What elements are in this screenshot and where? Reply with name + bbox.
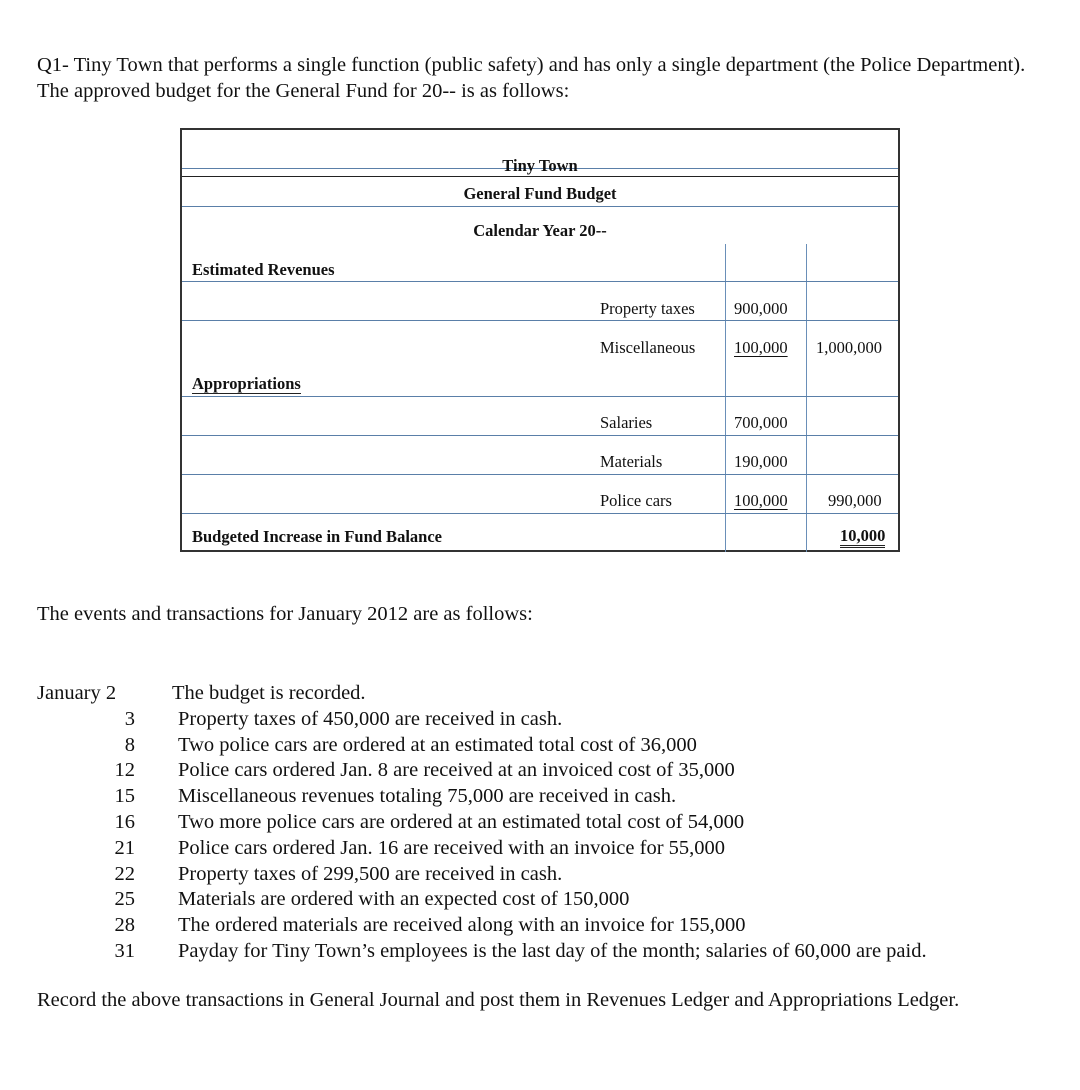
appropriation-amount: 700,000 [734,413,788,432]
budget-period: Calendar Year 20-- [473,221,607,240]
event-text: Two more police cars are ordered at an estimated total cost of 54,000 [178,810,745,833]
revenue-row [182,321,898,359]
event-text: The budget is recorded. [172,682,366,704]
budget-subtitle-row [182,168,898,207]
fund-balance-amount: 10,000 [840,527,885,548]
event-text: Property taxes of 450,000 are received in cash. [178,707,563,730]
list-item [37,681,1047,707]
event-text: The ordered materials are received along with an invoice for 155,000 [178,914,746,937]
budget-title: Tiny Town [182,156,898,177]
revenue-label: Property taxes [600,299,695,318]
revenue-amount: 900,000 [734,299,788,318]
revenue-row [182,282,898,321]
event-date: 3 [124,707,135,730]
list-item [37,939,1047,965]
event-date: 31 [114,939,135,962]
list-item [37,836,1047,862]
event-text: Property taxes of 299,500 are received in cash. [178,862,563,885]
fund-balance-row [182,513,898,551]
list-item [37,810,1047,836]
event-text: Police cars ordered Jan. 16 are received with an invoice for 55,000 [178,836,726,859]
event-date: 28 [114,914,135,937]
question-intro: Q1- Tiny Town that performs a single function (public safety) and has only a single department (the Police Department). The approved budget for the General Fund for 20-- is as follows: [37,54,1026,102]
event-text: Police cars ordered Jan. 8 are received at an invoiced cost of 35,000 [178,759,735,782]
fund-balance-label: Budgeted Increase in Fund Balance [192,527,442,546]
event-date: 8 [124,733,135,756]
appropriation-label: Materials [600,452,663,471]
appropriation-label: Police cars [600,491,672,510]
budget-subtitle: General Fund Budget [463,184,617,203]
estimated-revenues-label: Estimated Revenues [192,260,335,279]
budget-table [180,128,900,552]
list-item [37,707,1047,733]
event-text: Miscellaneous revenues totaling 75,000 are received in cash. [178,785,677,808]
list-item [37,784,1047,810]
appropriation-label: Salaries [600,413,653,432]
list-item [37,887,1047,913]
event-date: 25 [114,888,135,911]
budget-period-row [182,206,898,244]
event-date: 15 [114,785,135,808]
events-list [37,681,1047,965]
appropriations-label: Appropriations [192,374,301,393]
event-date: 22 [114,862,135,885]
list-item [37,913,1047,939]
appropriation-row [182,397,898,436]
event-text: Two police cars are ordered at an estimated total cost of 36,000 [178,733,697,756]
list-item [37,862,1047,888]
appropriation-row [182,475,898,513]
appropriations-row [182,359,898,397]
events-intro: The events and transactions for January 2012 are as follows: [37,603,533,625]
appropriation-amount: 190,000 [734,452,788,471]
event-date: 21 [114,836,135,859]
event-text: Payday for Tiny Town’s employees is the last day of the month; salaries of 60,000 are paid. [178,939,927,962]
estimated-revenues-row [182,244,898,282]
revenue-label: Miscellaneous [600,338,696,357]
event-date: 12 [114,759,135,782]
appropriations-total: 990,000 [828,491,882,510]
appropriation-amount: 100,000 [734,491,788,510]
revenues-total: 1,000,000 [816,338,882,357]
list-item [37,733,1047,759]
event-date: January 2 [37,682,117,704]
instructions: Record the above transactions in General Journal and post them in Revenues Ledger and Appropriations Ledger. [37,989,960,1011]
budget-title-row [182,130,898,175]
event-date: 16 [114,810,135,833]
revenue-amount: 100,000 [734,338,788,357]
event-text: Materials are ordered with an expected cost of 150,000 [178,888,630,911]
list-item [37,758,1047,784]
appropriation-row [182,436,898,475]
